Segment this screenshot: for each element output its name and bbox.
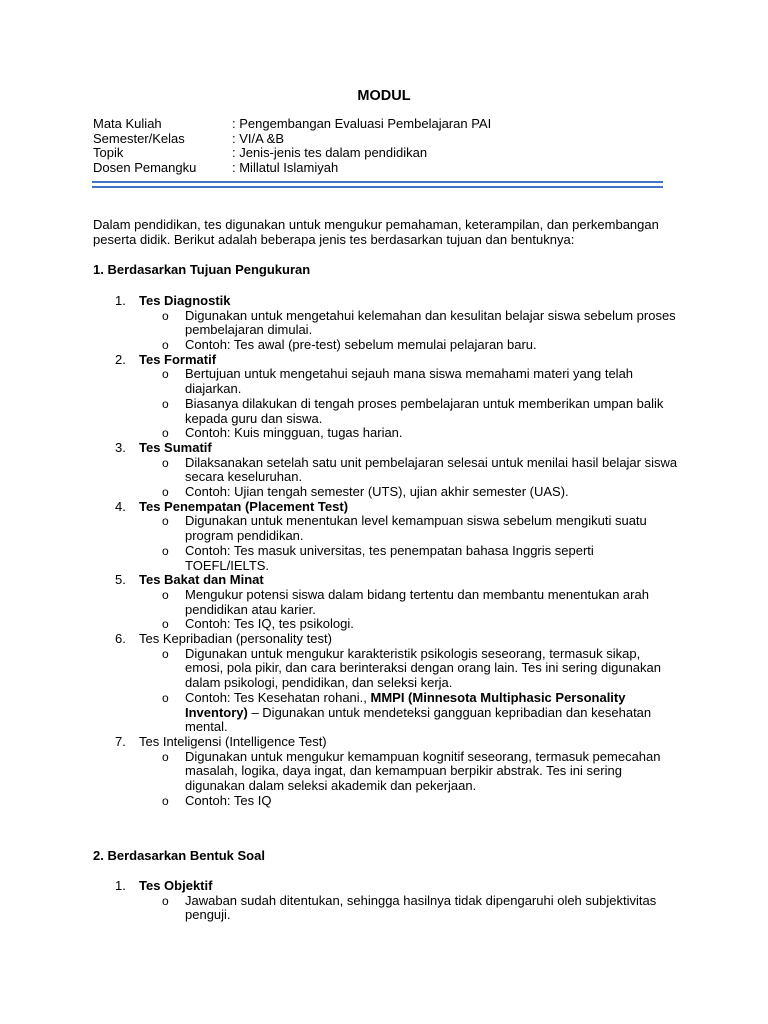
bullet-marker: o	[162, 893, 169, 908]
sub-item-text	[185, 617, 677, 632]
list-item-head	[0, 441, 768, 456]
bullet-marker: o	[162, 455, 169, 470]
text-line: Contoh: Tes masuk universitas, tes penempatan bahasa Inggris seperti	[185, 542, 594, 558]
sub-list-item	[0, 485, 768, 500]
text-line: Digunakan untuk mengukur karakteristik psikologis seseorang, termasuk sikap,	[185, 645, 641, 661]
bullet-marker: o	[162, 690, 169, 705]
bullet-marker: o	[162, 587, 169, 602]
sub-item-text	[185, 397, 677, 426]
bullet-marker: o	[162, 396, 169, 411]
bullet-marker: o	[162, 426, 169, 441]
list-item-number: 5.	[115, 572, 126, 588]
list-item-title: Tes Diagnostik	[139, 293, 231, 308]
sub-item-text	[185, 485, 677, 500]
sub-item-text	[185, 514, 677, 543]
meta-row-topic: Topik : Jenis-jenis tes dalam pendidikan	[93, 145, 428, 161]
sub-list-item	[0, 338, 768, 353]
bullet-marker: o	[162, 514, 169, 529]
intro-paragraph: Dalam pendidikan, tes digunakan untuk mengukur pemahaman, keterampilan, dan perkembangan peserta didik. Berikut adalah beberapa jenis tes berdasarkan tujuan dan bentuknya:	[93, 217, 659, 247]
text-line: Biasanya dilakukan di tengah proses pembelajaran untuk memberikan umpan balik	[185, 395, 664, 411]
sub-list-item	[0, 647, 768, 691]
meta-row-semester: Semester/Kelas : VI/A &B	[93, 130, 285, 146]
list-item-number: 4.	[115, 498, 126, 514]
text-line	[185, 706, 677, 721]
list-item-number: 6.	[115, 631, 126, 647]
text-line: kepada guru dan siswa.	[185, 410, 323, 426]
bullet-marker: o	[162, 485, 169, 500]
list-item	[0, 441, 768, 500]
sub-item-text	[185, 647, 677, 691]
header-divider-top	[92, 181, 663, 183]
text-line: emosi, pola pikir, dan cara berinteraksi dengan orang lain. Tes ini sering digunakan	[185, 660, 661, 676]
sub-item-text	[185, 894, 677, 923]
text-line: diajarkan.	[185, 381, 242, 397]
sub-item-text	[185, 544, 677, 573]
sub-item-text	[185, 750, 677, 794]
list-item-number: 3.	[115, 440, 126, 455]
list-item-title: Tes Objektif	[139, 878, 213, 893]
sub-list-item	[0, 367, 768, 396]
list-item-head	[0, 632, 768, 647]
list-item	[0, 353, 768, 441]
bullet-marker: o	[162, 543, 169, 558]
list-item-number: 7.	[115, 734, 126, 749]
sub-item-text	[185, 426, 677, 441]
list-item-head	[0, 879, 768, 894]
text-line: Digunakan untuk menentukan level kemampuan siswa sebelum mengikuti suatu	[185, 513, 647, 529]
sub-list-item	[0, 456, 768, 485]
text-line: penguji.	[185, 907, 231, 923]
list-item-head	[0, 735, 768, 750]
list-item-head	[0, 353, 768, 368]
text-line: pembelajaran dimulai.	[185, 322, 313, 338]
list-item	[0, 500, 768, 574]
sub-item-text	[185, 309, 677, 338]
list-item-number: 2.	[115, 351, 126, 367]
text-line: program pendidikan.	[185, 528, 304, 544]
list-item-title: Tes Inteligensi (Intelligence Test)	[139, 734, 327, 749]
sub-list-item	[0, 514, 768, 543]
text-run-bold: Inventory)	[185, 704, 248, 720]
sub-list-item	[0, 588, 768, 617]
list-item-title: Tes Bakat dan Minat	[139, 572, 264, 588]
list-item-title: Tes Formatif	[139, 351, 217, 367]
sub-list-item	[0, 894, 768, 923]
list-item	[0, 573, 768, 632]
course-info	[93, 117, 673, 176]
sub-list-item	[0, 426, 768, 441]
text-run-bold: MMPI (Minnesota Multiphasic Personality	[370, 689, 626, 705]
text-line: Mengukur potensi siswa dalam bidang tertentu dan membantu menentukan arah	[185, 586, 649, 602]
text-line: Contoh: Tes awal (pre-test) sebelum memulai pelajaran baru.	[185, 337, 537, 353]
text-line: Digunakan untuk mengetahui kelemahan dan kesulitan belajar siswa sebelum proses	[185, 307, 676, 323]
list-item-number: 1.	[115, 878, 126, 893]
meta-row-course: Mata Kuliah : Pengembangan Evaluasi Pembelajaran PAI	[93, 116, 492, 131]
list-item-title: Tes Kepribadian (personality test)	[139, 631, 332, 647]
text-line: masalah, logika, daya ingat, dan kemampuan berpikir abstrak. Tes ini sering	[185, 763, 622, 779]
text-line: dalam psikologi, pendidikan, dan seleksi kerja.	[185, 675, 453, 691]
text-line: Contoh: Tes IQ, tes psikologi.	[185, 616, 354, 632]
list-item	[0, 632, 768, 735]
text-line: Dilaksanakan setelah satu unit pembelajaran selesai untuk menilai hasil belajar siswa	[185, 454, 678, 470]
sub-list-item	[0, 544, 768, 573]
text-line: Digunakan untuk mengukur kemampuan kognitif seseorang, termasuk pemecahan	[185, 748, 661, 764]
sub-list-item	[0, 691, 768, 735]
list-item	[0, 294, 768, 353]
list-item-head	[0, 500, 768, 515]
sub-item-text	[185, 588, 677, 617]
sub-list-item	[0, 750, 768, 794]
list-item-number: 1.	[115, 293, 126, 308]
header-divider-bottom	[92, 186, 663, 188]
meta-row-lecturer: Dosen Pemangku : Millatul Islamiyah	[93, 160, 339, 176]
text-line: Contoh: Kuis mingguan, tugas harian.	[185, 425, 403, 441]
bullet-marker: o	[162, 749, 169, 764]
list-item-head	[0, 573, 768, 588]
list-item-head	[0, 294, 768, 309]
bullet-marker: o	[162, 646, 169, 661]
bullet-marker: o	[162, 308, 169, 323]
sub-item-text	[185, 338, 677, 353]
bullet-marker: o	[162, 338, 169, 353]
sub-item-text	[185, 456, 677, 485]
sub-list-item	[0, 397, 768, 426]
text-line: Contoh: Tes IQ	[185, 792, 272, 808]
section-heading-2: 2. Berdasarkan Bentuk Soal	[93, 848, 265, 863]
test-type-list-form	[0, 879, 768, 923]
text-run: Contoh: Tes Kesehatan rohani.,	[185, 689, 371, 705]
text-line	[185, 691, 677, 706]
text-line: pendidikan atau karier.	[185, 601, 316, 617]
sub-item-text	[185, 794, 677, 809]
sub-item-text	[185, 691, 677, 735]
bullet-marker: o	[162, 617, 169, 632]
list-item	[0, 735, 768, 809]
text-run: – Digunakan untuk mendeteksi gangguan kepribadian dan kesehatan	[247, 704, 652, 720]
text-line: Bertujuan untuk mengetahui sejauh mana siswa memahami materi yang telah	[185, 366, 634, 382]
text-line: Contoh: Ujian tengah semester (UTS), ujian akhir semester (UAS).	[185, 484, 569, 500]
list-item	[0, 879, 768, 923]
text-line: Jawaban sudah ditentukan, sehingga hasilnya tidak dipengaruhi oleh subjektivitas	[185, 892, 657, 908]
text-line: digunakan dalam seleksi akademik dan pekerjaan.	[185, 778, 477, 794]
text-line: TOEFL/IELTS.	[185, 557, 270, 573]
section-heading-1: 1. Berdasarkan Tujuan Pengukuran	[93, 262, 311, 277]
bullet-marker: o	[162, 793, 169, 808]
sub-list-item	[0, 617, 768, 632]
text-line: mental.	[185, 719, 228, 735]
test-type-list-purpose	[0, 294, 768, 809]
bullet-marker: o	[162, 367, 169, 382]
document-title: MODUL	[357, 88, 411, 104]
list-item-title: Tes Penempatan (Placement Test)	[139, 498, 349, 514]
sub-list-item	[0, 309, 768, 338]
sub-list-item	[0, 794, 768, 809]
sub-item-text	[185, 367, 677, 396]
list-item-title: Tes Sumatif	[139, 440, 212, 455]
text-line: secara keseluruhan.	[185, 469, 303, 485]
